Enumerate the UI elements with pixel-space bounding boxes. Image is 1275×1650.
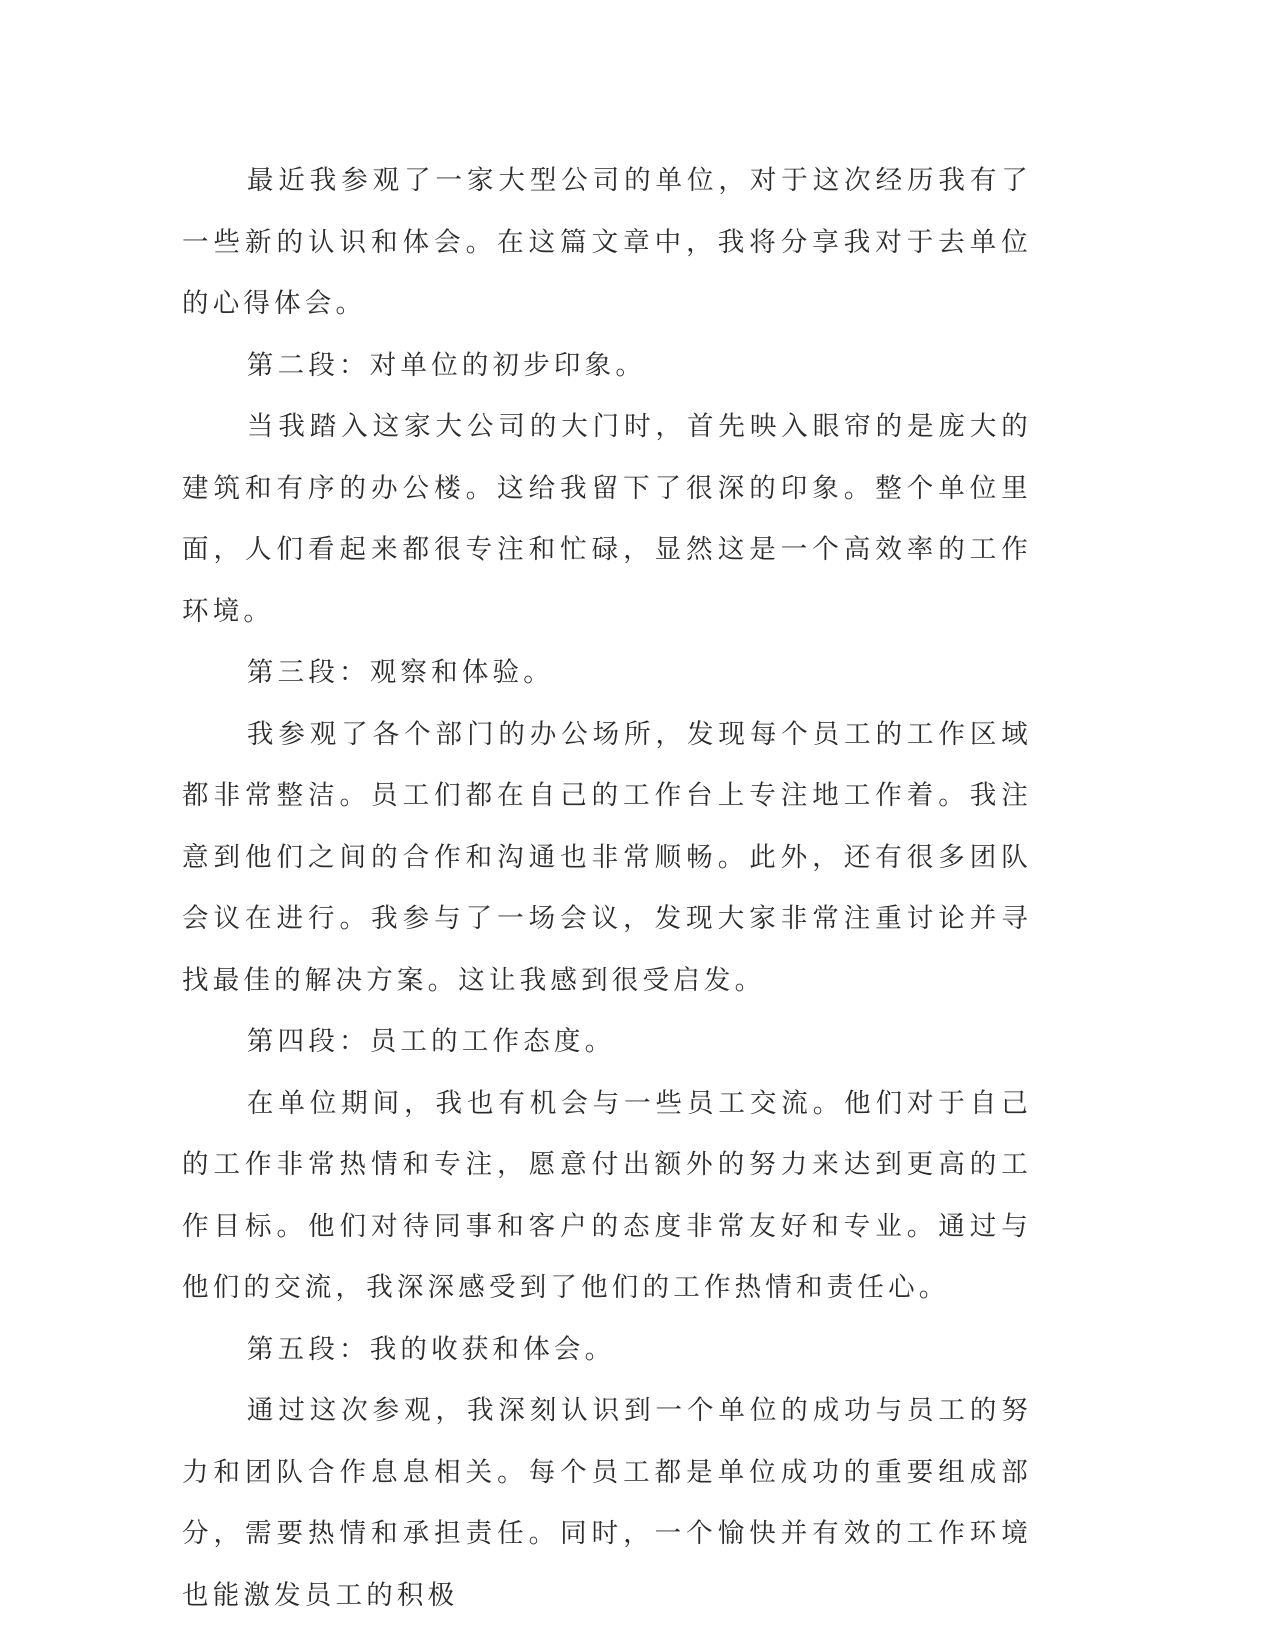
section-heading-5: 第五段：我的收获和体会。 [246, 1333, 616, 1365]
intro-paragraph: 最近我参观了一家大型公司的单位，对于这次经历我有了一些新的认识和体会。在这篇文章中，我将分享我对于去单位的心得体会。 [182, 165, 1032, 319]
section-heading-3: 第三段：观察和体验。 [246, 657, 554, 688]
section-heading-2: 第二段：对单位的初步印象。 [246, 349, 647, 381]
section-heading-4: 第四段：员工的工作态度。 [246, 1026, 616, 1057]
paragraph-work-attitude: 在单位期间，我也有机会与一些员工交流。他们对于自己的工作非常热情和专注，愿意付出额外的努力来达到更高的工作目标。他们对待同事和客户的态度非常友好和专业。通过与他们的交流，我深深感受到了他们的工作热情和责任心。 [182, 1087, 1032, 1303]
paragraph-first-impression: 当我踏入这家大公司的大门时，首先映入眼帘的是庞大的建筑和有序的办公楼。这给我留下了很深的印象。整个单位里面，人们看起来都很专注和忙碌，显然这是一个高效率的工作环境。 [182, 411, 1032, 627]
document-body [182, 150, 1032, 1626]
paragraph-gains: 通过这次参观，我深刻认识到一个单位的成功与员工的努力和团队合作息息相关。每个员工都是单位成功的重要组成部分，需要热情和承担责任。同时，一个愉快并有效的工作环境也能激发员工的积极 [182, 1395, 1032, 1611]
paragraph-observation: 我参观了各个部门的办公场所，发现每个员工的工作区域都非常整洁。员工们都在自己的工作台上专注地工作着。我注意到他们之间的合作和沟通也非常顺畅。此外，还有很多团队会议在进行。我参与了一场会议，发现大家非常注重讨论并寻找最佳的解决方案。这让我感到很受启发。 [182, 718, 1032, 996]
